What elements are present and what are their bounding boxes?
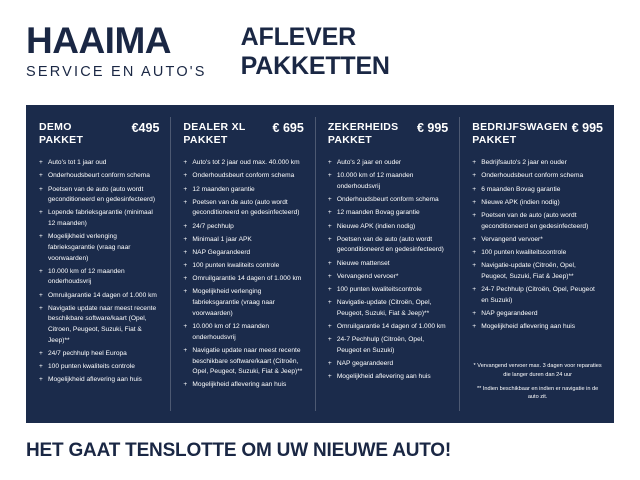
- list-item: + Mogelijkheid aflevering aan huis: [472, 322, 603, 333]
- list-item: + Onderhoudsbeurt conform schema: [328, 195, 448, 206]
- package-card-demo: [26, 105, 170, 423]
- package-header: [39, 121, 159, 147]
- brand-tagline: SERVICE EN AUTO'S: [26, 64, 207, 80]
- page-title: [241, 23, 390, 81]
- list-item: + Navigatie-update (Citroën, Opel, Peugeot, Suzuki, Fiat & Jeep)**: [472, 261, 603, 282]
- list-item: + Mogelijkheid aflevering aan huis: [328, 372, 448, 383]
- package-title-line1: DEMO: [39, 121, 72, 133]
- list-item: + Mogelijkheid aflevering aan huis: [183, 380, 303, 391]
- package-price: € 695: [272, 121, 304, 135]
- list-item: + Nieuwe mattenset: [328, 259, 448, 270]
- list-item: + 24/7 pechhulp heel Europa: [39, 349, 159, 360]
- list-item: + 6 maanden Bovag garantie: [472, 185, 603, 196]
- package-title-line1: BEDRIJFSWAGEN: [472, 121, 568, 133]
- list-item: + Onderhoudsbeurt conform schema: [39, 171, 159, 182]
- list-item: + 10.000 km of 12 maanden onderhoudsvrij: [328, 171, 448, 192]
- package-title: [472, 121, 568, 147]
- feature-list: [328, 158, 448, 383]
- list-item: + NAP gegarandeerd: [472, 309, 603, 320]
- package-title: [328, 121, 399, 147]
- list-item: + 24-7 Pechhulp (Citroën, Opel, Peugeot en Suzuki): [328, 335, 448, 356]
- package-title: [183, 121, 245, 147]
- list-item: + 24/7 pechhulp: [183, 222, 303, 233]
- footnotes: [472, 362, 603, 407]
- package-price: €495: [131, 121, 160, 135]
- list-item: + 100 punten kwaliteits controle: [183, 261, 303, 272]
- package-title: [39, 121, 83, 147]
- package-title-line1: ZEKERHEIDS: [327, 121, 399, 133]
- list-item: + 100 punten kwaliteitscontrole: [328, 285, 448, 296]
- list-item: + NAP gegarandeerd: [328, 359, 448, 370]
- list-item: + Auto's tot 2 jaar oud max. 40.000 km: [183, 158, 303, 169]
- list-item: + Nieuwe APK (indien nodig): [472, 198, 603, 209]
- list-item: + 100 punten kwaliteitscontrole: [472, 248, 603, 259]
- page-title-line1: AFLEVER: [240, 23, 356, 51]
- list-item: + 12 maanden Bovag garantie: [328, 208, 448, 219]
- brand-logo: [26, 22, 207, 80]
- list-item: + Omruilgarantie 14 dagen of 1.000 km: [183, 274, 303, 285]
- brand-name: HAAIMA: [26, 20, 171, 61]
- list-item: + Mogelijkheid aflevering aan huis: [39, 375, 159, 386]
- list-item: + 100 punten kwaliteits controle: [39, 362, 159, 373]
- footnote-2: ** Indien beschikbaar en indien er navigatie in de auto zit.: [476, 385, 599, 401]
- list-item: + 10.000 km of 12 maanden onderhoudsvrij: [183, 322, 303, 343]
- footnote-1: * Vervangend vervoer max. 3 dagen voor reparaties die langer duren dan 24 uur: [473, 363, 602, 379]
- list-item: + Auto's 2 jaar en ouder: [328, 158, 448, 169]
- package-card-bedrijfswagen: [459, 105, 614, 423]
- package-title-line1: DEALER XL: [183, 121, 246, 133]
- list-item: + Vervangend vervoer*: [328, 272, 448, 283]
- package-header: [472, 121, 603, 147]
- package-card-dealer-xl: [170, 105, 314, 423]
- list-item: + Omruilgarantie 14 dagen of 1.000 km: [39, 291, 159, 302]
- package-header: [183, 121, 303, 147]
- list-item: + Omruilgarantie 14 dagen of 1.000 km: [328, 322, 448, 333]
- list-item: + 10.000 km of 12 maanden onderhoudsvrij: [39, 267, 159, 288]
- list-item: + Vervangend vervoer*: [472, 235, 603, 246]
- page-header: [0, 0, 640, 81]
- packages-panel: [26, 105, 614, 423]
- package-title-line2: PAKKET: [472, 134, 517, 147]
- package-card-zekerheids: [315, 105, 459, 423]
- list-item: + Navigatie update naar meest recente beschikbare software/kaart (Citroën, Opel, Peugeot, Suzuki, Fiat & Jeep)**: [183, 346, 303, 378]
- list-item: + Nieuwe APK (indien nodig): [328, 222, 448, 233]
- list-item: + Poetsen van de auto (auto wordt geconditioneerd en gedesinfecteerd): [328, 235, 448, 256]
- page-title-line2: PAKKETTEN: [240, 52, 390, 80]
- list-item: + Mogelijkheid verlenging fabrieksgarantie (vraag naar voorwaarden): [183, 287, 303, 319]
- list-item: + Minimaal 1 jaar APK: [183, 235, 303, 246]
- list-item: + NAP Gegarandeerd: [183, 248, 303, 259]
- package-title-line2: PAKKET: [183, 134, 228, 147]
- list-item: + Mogelijkheid verlenging fabrieksgarantie (vraag naar voorwaarden): [39, 232, 159, 264]
- package-title-line2: PAKKET: [39, 134, 84, 147]
- list-item: + Auto's tot 1 jaar oud: [39, 158, 159, 169]
- list-item: + Bedrijfsauto's 2 jaar en ouder: [472, 158, 603, 169]
- list-item: + 12 maanden garantie: [183, 185, 303, 196]
- feature-list: [472, 158, 603, 332]
- footer-slogan: HET GAAT TENSLOTTE OM UW NIEUWE AUTO!: [26, 440, 451, 461]
- package-title-line2: PAKKET: [327, 134, 373, 147]
- list-item: + Onderhoudsbeurt conform schema: [472, 171, 603, 182]
- package-header: [328, 121, 448, 147]
- list-item: + Lopende fabrieksgarantie (minimaal 12 maanden): [39, 208, 159, 229]
- package-price: € 995: [416, 121, 449, 135]
- list-item: + Navigatie update naar meest recente beschikbare software/kaart (Opel, Citroen, Peugeot, Suzuki, Fiat & Jeep)**: [39, 304, 159, 347]
- list-item: + Poetsen van de auto (auto wordt geconditioneerd en gedesinfecteerd): [472, 211, 603, 232]
- feature-list: [183, 158, 303, 391]
- feature-list: [39, 158, 159, 386]
- list-item: + Poetsen van de auto (auto wordt geconditioneerd en gedesinfecteerd): [183, 198, 303, 219]
- list-item: + Onderhoudsbeurt conform schema: [183, 171, 303, 182]
- list-item: + 24-7 Pechhulp (Citroën, Opel, Peugeot en Suzuki): [472, 285, 603, 306]
- package-price: € 995: [571, 121, 603, 135]
- list-item: + Navigatie-update (Citroën, Opel, Peugeot, Suzuki, Fiat & Jeep)**: [328, 298, 448, 319]
- list-item: + Poetsen van de auto (auto wordt geconditioneerd en gedesinfecteerd): [39, 185, 159, 206]
